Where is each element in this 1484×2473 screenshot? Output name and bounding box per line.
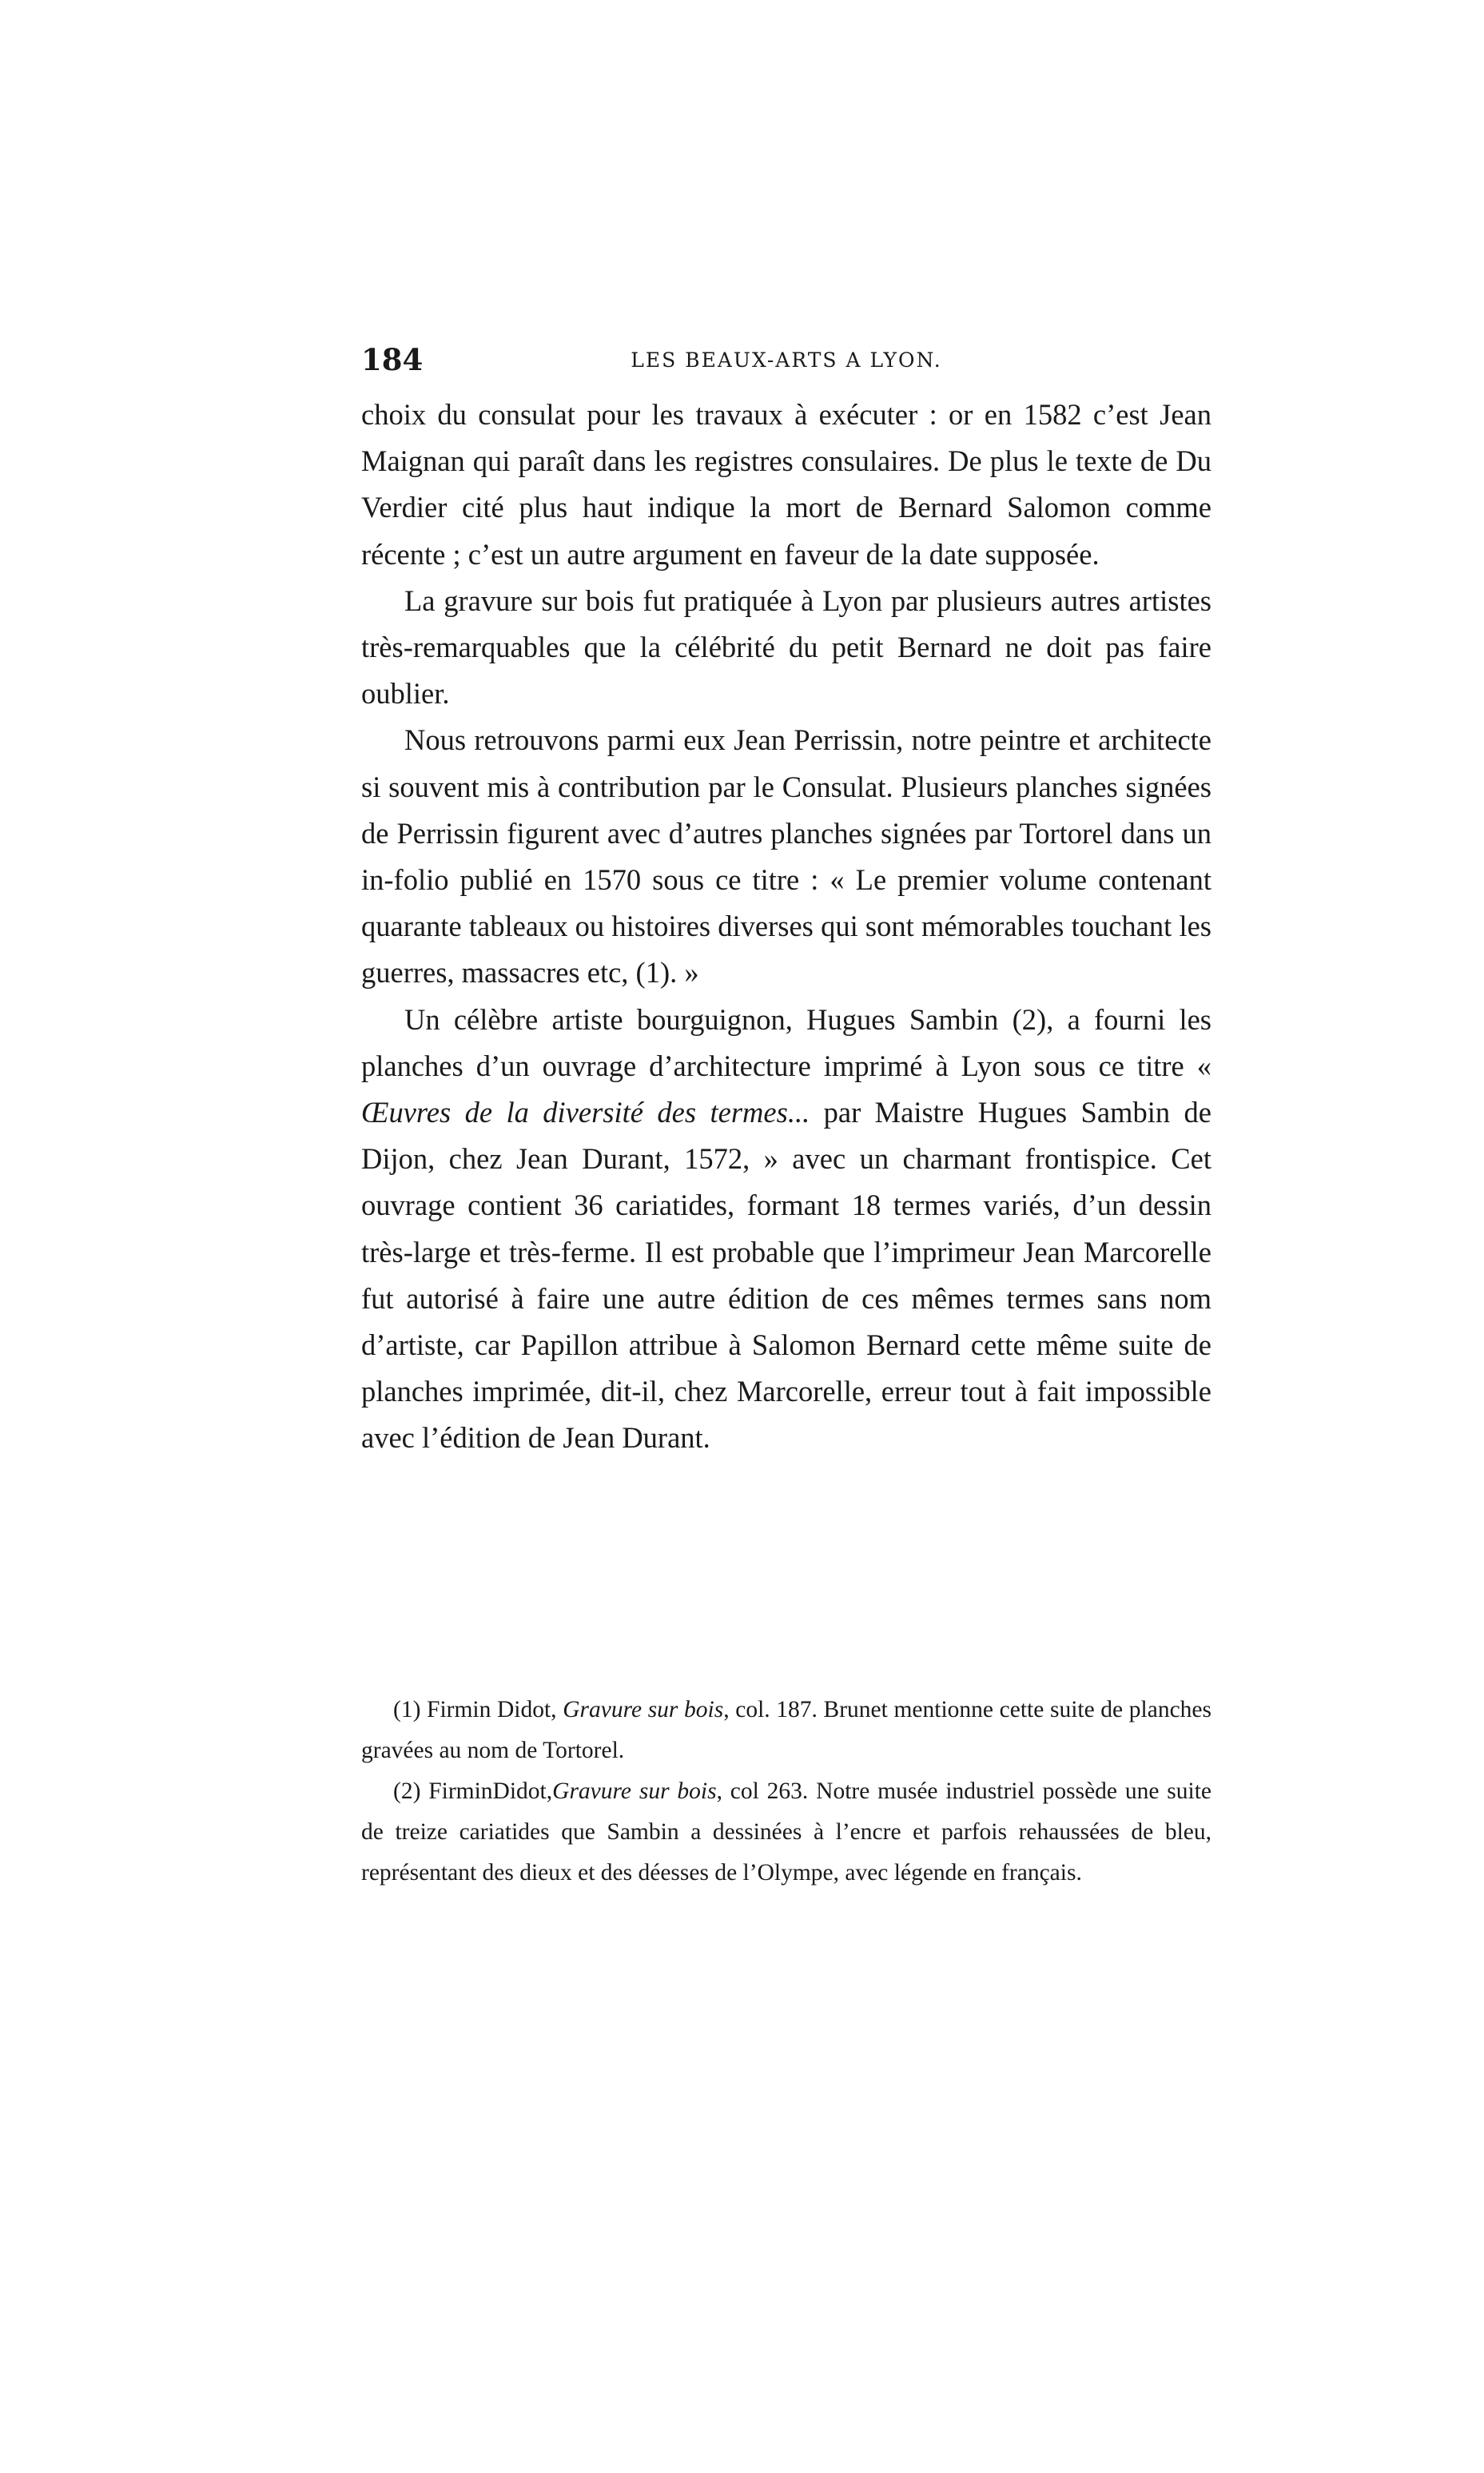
paragraph-4-text-after: par Maistre Hugues Sambin de Dijon, chez Jean Durant, 1572, » avec un charmant frontispice. Cet ouvrage contient 36 cariatides, formant 18 termes variés, d’un dessin très-large et très-ferme. Il est probable que l’imprimeur Jean Marcorelle fut autorisé à faire une autre édition de ces mêmes termes sans nom d’artiste, car Papillon attribue à Salomon Bernard cette même suite de planches imprimée, dit-il, chez Marcorelle, erreur tout à fait impossible avec l’édition de Jean Durant. bbox=[361, 1096, 1211, 1455]
book-title-italic: Œuvres de la diversité des termes... bbox=[361, 1096, 810, 1129]
footnote-2-italic: Gravure sur bois bbox=[552, 1778, 717, 1804]
paragraph-4-text-before: Un célèbre artiste bourguignon, Hugues Sambin (2), a fourni les planches d’un ouvrage d’architecture imprimé à Lyon sous ce titre « bbox=[361, 1002, 1211, 1082]
footnote-1 bbox=[361, 1690, 1211, 1771]
body-text bbox=[361, 392, 1211, 1462]
paragraph-4 bbox=[361, 997, 1211, 1462]
page-number: 184 bbox=[361, 342, 424, 377]
paragraph-2: La gravure sur bois fut pratiquée à Lyon par plusieurs autres artistes très-remarquables que la célébrité du petit Bernard ne doit pas faire oublier. bbox=[361, 583, 1211, 711]
footnote-1-before: (1) Firmin Didot, bbox=[393, 1697, 563, 1722]
paragraph-1: choix du consulat pour les travaux à exécuter : or en 1582 c’est Jean Maignan qui paraît dans les registres consulaires. De plus le texte de Du Verdier cité plus haut indique la mort de Bernard Salomon comme récente ; c’est un autre argument en faveur de la date supposée. bbox=[361, 398, 1211, 571]
footnote-2-before: (2) FirminDidot, bbox=[393, 1778, 553, 1804]
footnote-2-after: , col 263. Notre musée industriel possède une suite de treize cariatides que Sambin a dessinées à l’encre et parfois rehaussées de bleu, représentant des dieux et des déesses de l’Olympe, avec légende en français. bbox=[361, 1778, 1212, 1886]
footnote-1-after: , col. 187. Brunet mentionne cette suite de planches gravées au nom de Tortorel. bbox=[361, 1697, 1211, 1763]
paragraph-3: Nous retrouvons parmi eux Jean Perrissin, notre peintre et architecte si souvent mis à contribution par le Consulat. Plusieurs planches signées de Perrissin figurent avec d’autres planches signées par Tortorel dans un in-folio publié en 1570 sous ce titre : « Le premier volume contenant quarante tableaux ou histoires diverses qui sont mémorables touchant les guerres, massacres etc, (1). » bbox=[361, 723, 1211, 990]
footnote-2 bbox=[361, 1771, 1211, 1894]
footnotes bbox=[361, 1690, 1211, 1894]
footnote-1-italic: Gravure sur bois bbox=[563, 1697, 724, 1722]
page-header bbox=[361, 342, 1211, 387]
running-title: LES BEAUX-ARTS A LYON. bbox=[631, 348, 942, 372]
